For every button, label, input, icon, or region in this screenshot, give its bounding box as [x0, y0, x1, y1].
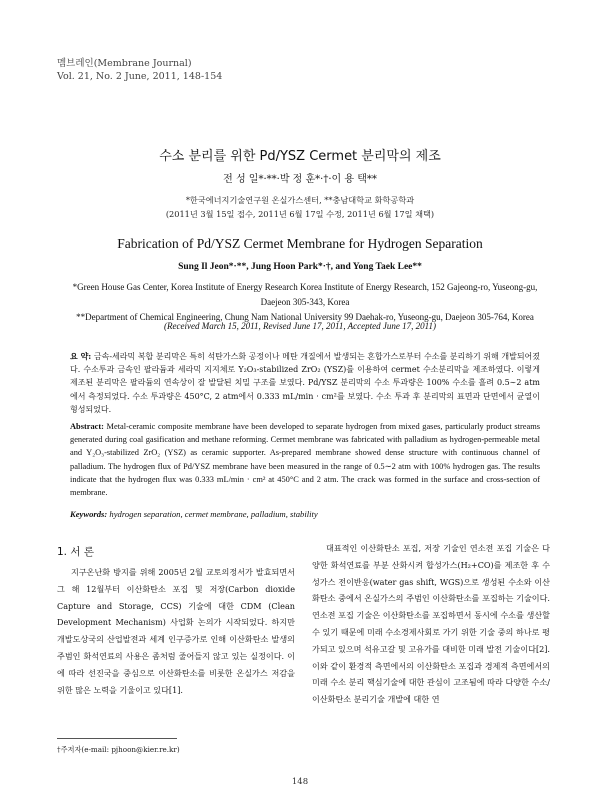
journal-volume: Vol. 21, No. 2 June, 2011, 148-154: [57, 71, 223, 82]
intro-paragraph-2: 대표적인 이산화탄소 포집, 저장 기술인 연소전 포집 기술은 다양한 화석연료를 부분 산화시켜 합성가스(H₂+CO)를 제조한 후 수성가스 전이반응(water gas shift, WGS)으로 생성된 수소와 이산화탄소 중에서 온실가스의 주범인 이산화탄소를 포집하는 기술이다. 연소전 포집 기술은 이산화탄소를 포집하면서 동시에 수소를 생산할 수 있기 때문에 미래 수소경제사회로 가기 위한 기술 중의 하나로 평가되고 있으며 석유고갈 및 고유가를 대비한 미래 발전 기술이다[2]. 이와 같이 환경적 측면에서의 이산화탄소 포집과 경제적 측면에서의 미래 수소 분리 핵심기술에 대한 관심이 고조됨에 따라 다양한 수소/이산화탄소 분리기술 개발에 대한 연: [312, 543, 550, 705]
korean-affiliation: [0, 193, 600, 221]
english-authors: Sung Il Jeon*·**, Jung Hoon Park*·†, and Yong Taek Lee**: [178, 262, 422, 272]
english-abstract: [70, 420, 540, 499]
footnote-rule: [57, 738, 177, 739]
english-abstract-label: Abstract:: [70, 422, 104, 431]
english-affiliation: [70, 280, 540, 325]
footnote: †주저자(e-mail: pjhoon@kier.re.kr): [57, 745, 180, 754]
english-affiliation-2: **Department of Chemical Engineering, Chung Nam National University 99 Daehak-ro, Yuseong-gu, Daejeon 305-764, Korea: [76, 312, 534, 322]
korean-abstract: [70, 350, 540, 416]
korean-abstract-text: 금속-세라믹 복합 분리막은 특히 석탄가스화 공정이나 메탄 개질에서 발생되는 혼합가스로부터 수소를 분리하기 위해 개발되어졌다. 수소투과 금속인 팔라듐과 세라믹 지지체로 Y₂O₃-stabilized ZrO₂ (YSZ)를 이용하여 cermet 수소분리막을 제조하였다. 이렇게 제조된 분리막은 팔라듐의 연속상이 잘 발달된 치밀 구조를 보였다. Pd/YSZ 분리막의 수소 투과량은 100% 수소를 흘려 0.5∼2 atm에서 측정되었다. 수소 투과량은 450°C, 2 atm에서 0.333 mL/min · cm²를 보였다. 수소 투과 후 분리막의 표면과 단면에서 균열이 형성되었다.: [70, 352, 541, 414]
journal-header: [57, 57, 222, 83]
korean-affiliation-line: *한국에너지기술연구원 온실가스센터, **충남대학교 화학공학과: [185, 195, 415, 205]
korean-dates-line: (2011년 3월 15일 접수, 2011년 6월 17일 수정, 2011년 6월 17일 채택): [165, 209, 435, 219]
intro-right-column: [312, 540, 550, 708]
korean-title: 수소 분리를 위한 Pd/YSZ Cermet 분리막의 제조: [159, 149, 441, 164]
english-title: Fabrication of Pd/YSZ Cermet Membrane for Hydrogen Separation: [117, 236, 483, 251]
intro-paragraph-1: 지구온난화 방지를 위해 2005년 2월 교토의정서가 발효되면서 그 해 12월부터 이산화탄소 포집 및 저장(Carbon dioxide Capture and Storage, CCS) 기술에 대한 CDM (Clean Development Mechanism) 사업화 논의가 시작되었다. 하지만 개발도상국의 산업발전과 세계 인구증가로 인해 이산화탄소 발생의 주범인 화석연료의 사용은 좀처럼 줄어들지 않고 있는 실정이다. 이에 따라 선진국을 중심으로 이산화탄소를 비롯한 온실가스 저감을 위한 많은 노력을 기울이고 있다[1].: [57, 567, 295, 695]
intro-left-column: [57, 564, 295, 698]
page-number: 148: [291, 777, 309, 787]
english-abstract-text: Metal-ceramic composite membrane have been developed to separate hydrogen from mixed gases, particularly product streams generated during coal gasification and methane reforming. Cermet membrane was fabricated with palladium as hydrogen-permeable metal and Y₂O₃-stabilized ZrO₂ (YSZ) as ceramic supporter. As-prepared membrane showed dense structure with continuous channel of palladium. The hydrogen flux of Pd/YSZ membrane have been measured in the range of 0.5∼2 atm with 100% hydrogen gas. The results indicate that the hydrogen flux was 0.333 mL/min · cm² at 450°C and 2 atm. The crack was formed in the surface and cross-section of membrane.: [70, 422, 540, 498]
keywords-label: Keywords:: [70, 509, 108, 519]
received-dates: (Received March 15, 2011, Revised June 17, 2011, Accepted June 17, 2011): [164, 321, 436, 331]
journal-name: 멤브레인(Membrane Journal): [57, 58, 192, 69]
keywords: [70, 509, 540, 519]
korean-abstract-label: 요 약:: [70, 351, 92, 361]
section-heading-introduction: 1. 서 론: [57, 546, 94, 558]
korean-authors: 전 성 일*·**·박 정 훈*·†·이 용 택**: [223, 174, 377, 185]
english-affiliation-1: *Green House Gas Center, Korea Institute of Energy Research Korea Institute of Energy Research, 152 Gajeong-ro, Yuseong-gu, Daejeon 305-343, Korea: [72, 282, 538, 307]
keywords-text: hydrogen separation, cermet membrane, palladium, stability: [109, 509, 318, 519]
